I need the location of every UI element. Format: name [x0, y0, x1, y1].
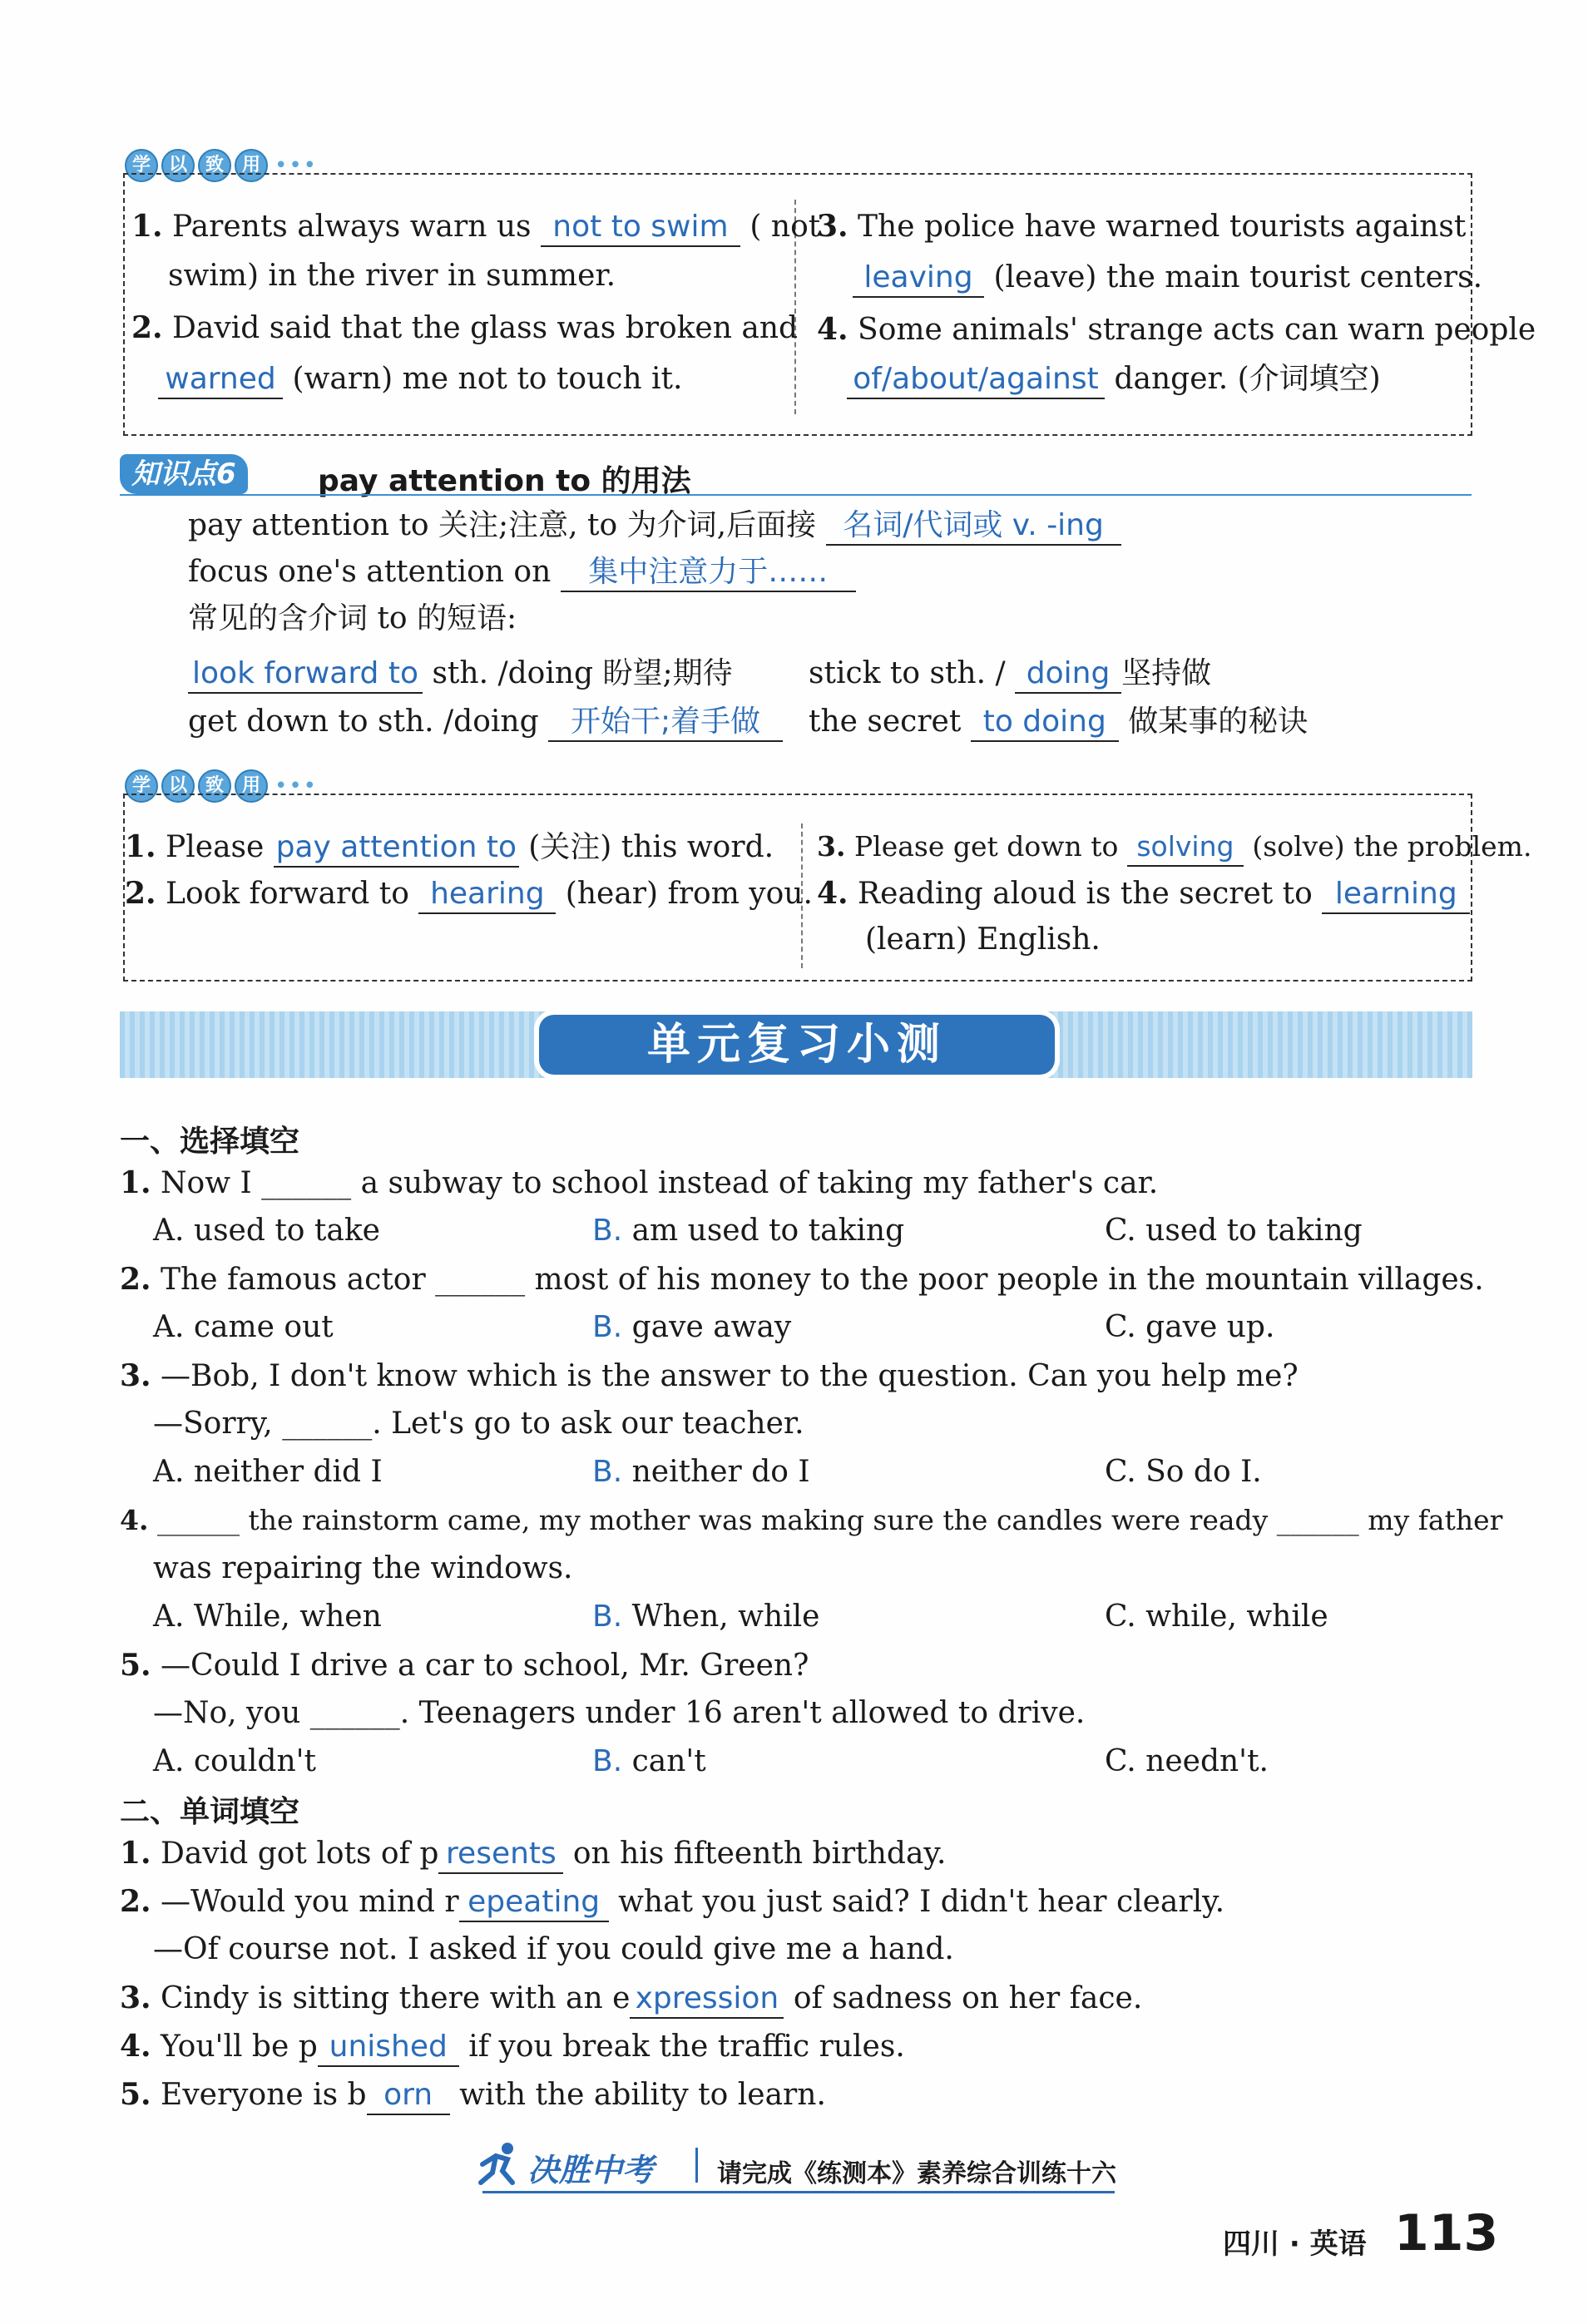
s2-q2-line2: —Of course not. I asked if you could give me a hand.	[153, 1932, 954, 1966]
option-text: am used to taking	[631, 1214, 905, 1248]
practice-badge-char: 致	[198, 149, 231, 182]
practice-badge-char: 致	[198, 769, 231, 803]
kp-text: 常见的含介词 to 的短语:	[188, 601, 517, 635]
practice-badge-char: 学	[125, 149, 158, 182]
kp-phrase1	[188, 655, 733, 694]
answer-blank	[418, 876, 556, 914]
s1-q3-option-a: A. neither did I	[153, 1455, 383, 1489]
page-region: 四川 · 英语	[1223, 2228, 1367, 2261]
q-text: Cindy is sitting there with an e	[161, 1981, 631, 2015]
q-text: swim) in the river in summer.	[168, 259, 616, 293]
answer-blank	[1015, 655, 1121, 694]
s1-q2-option-a: A. came out	[153, 1310, 334, 1344]
q-number: 4.	[817, 876, 848, 911]
q-number: 5.	[120, 1648, 151, 1683]
s1-q1-option-a: A. used to take	[153, 1214, 380, 1248]
p2-q2	[125, 875, 813, 914]
answer-blank	[826, 507, 1121, 546]
kp-line2	[188, 554, 856, 592]
kp-line1	[188, 507, 1121, 546]
q-number: 1.	[125, 829, 156, 864]
answer-blank	[367, 2077, 450, 2115]
q-number: 4.	[120, 2029, 151, 2064]
practice-badge-char: 以	[161, 769, 195, 803]
q-number: 3.	[817, 830, 846, 863]
kp-text: 做某事的秘诀	[1128, 705, 1308, 739]
q-number: 3.	[120, 1358, 151, 1393]
s2-q5	[120, 2076, 826, 2115]
answer-text: learning	[1334, 877, 1457, 911]
dots-decoration-icon: •••	[275, 153, 319, 178]
footer-divider	[695, 2148, 698, 2183]
answer-blank	[274, 829, 519, 868]
s1-q5-option-c: C. needn't.	[1105, 1744, 1269, 1778]
q-text: ( not	[749, 210, 821, 244]
q-number: 1.	[120, 1836, 151, 1871]
s1-q4-option-a: A. While, when	[153, 1600, 382, 1634]
q-text: Please get down to	[853, 830, 1119, 863]
q-number: 4.	[120, 1504, 149, 1536]
s1-q3-stem	[120, 1357, 1299, 1395]
answer-blank	[630, 1980, 784, 2019]
s1-q2-option-c: C. gave up.	[1105, 1310, 1275, 1344]
kp-phrase3	[188, 704, 783, 742]
q-text: Now I ______ a subway to school instead of taking my father's car.	[161, 1166, 1159, 1200]
s2-q4	[120, 2028, 905, 2067]
q-text: Everyone is b	[161, 2078, 367, 2112]
q-text: (hear) from you.	[565, 877, 813, 911]
s2-q2	[120, 1883, 1224, 1922]
option-letter: B.	[592, 1214, 623, 1248]
p2-q1	[125, 828, 774, 868]
s1-q2-stem	[120, 1261, 1484, 1298]
kp-text: 坚持做	[1121, 656, 1212, 690]
q-number: 1.	[131, 209, 163, 244]
p1-q4-line2	[847, 361, 1381, 399]
answer-blank	[188, 655, 423, 694]
q-text: The famous actor ______ most of his money to the poor people in the mountain villages.	[161, 1263, 1484, 1297]
q-number: 3.	[120, 1980, 151, 2015]
p1-q2-line2	[158, 361, 682, 399]
s1-q3-option-b	[592, 1454, 810, 1491]
footer-logo: 决胜中考	[527, 2152, 655, 2188]
answer-text: xpression	[635, 1981, 779, 2015]
answer-text: doing	[1026, 656, 1111, 690]
section2-heading: 二、单词填空	[120, 1795, 300, 1829]
answer-text: epeating	[467, 1885, 601, 1919]
answer-blank	[438, 1836, 563, 1874]
kp-phrase4	[809, 704, 1308, 742]
option-text: gave away	[631, 1310, 792, 1344]
q-text: —Could I drive a car to school, Mr. Green?	[161, 1649, 809, 1683]
kp-text: stick to sth. /	[809, 656, 1006, 690]
answer-text: 名词/代词或 v. -ing	[843, 508, 1104, 542]
s1-q3-stem2: —Sorry, ______. Let's go to ask our teacher.	[153, 1407, 804, 1441]
q-text: ______ the rainstorm came, my mother was making sure the candles were ready ______ my father	[156, 1504, 1503, 1536]
option-text: can't	[631, 1744, 706, 1778]
kp-text: sth. /doing 盼望;期待	[432, 656, 733, 690]
kp-text: get down to sth. /doing	[188, 705, 539, 739]
p1-q1-line1	[131, 208, 820, 247]
q-text: if you break the traffic rules.	[468, 2030, 905, 2064]
title-underline	[120, 494, 1472, 496]
q-text: You'll be p	[161, 2030, 318, 2064]
dots-decoration-icon: •••	[275, 774, 319, 799]
q-text: —Would you mind r	[161, 1885, 459, 1919]
answer-blank	[561, 554, 856, 592]
q-text: Reading aloud is the secret to	[858, 877, 1313, 911]
practice-badge-char: 用	[235, 769, 268, 803]
s1-q5-option-a: A. couldn't	[153, 1744, 317, 1778]
knowledge-point-tag: 知识点6	[120, 454, 248, 494]
answer-text: pay attention to	[275, 830, 517, 864]
q-text: The police have warned tourists against	[858, 210, 1467, 244]
p1-q3-line1	[817, 208, 1466, 245]
page-number: 113	[1394, 2204, 1499, 2262]
q-text: (关注) this word.	[528, 830, 774, 864]
s1-q1-option-c: C. used to taking	[1105, 1214, 1363, 1248]
q-number: 5.	[120, 2077, 151, 2112]
q-text: danger. (介词填空)	[1114, 362, 1381, 396]
s1-q5-option-b	[592, 1743, 706, 1780]
answer-text: to doing	[982, 705, 1106, 739]
q-number: 2.	[125, 876, 156, 911]
answer-blank	[318, 2029, 459, 2067]
s1-q5-stem2: —No, you ______. Teenagers under 16 aren't allowed to drive.	[153, 1696, 1086, 1730]
answer-blank	[541, 209, 740, 247]
answer-blank	[971, 704, 1119, 742]
q-text: Please	[166, 830, 265, 864]
q-number: 2.	[131, 310, 163, 345]
answer-blank	[847, 361, 1105, 399]
answer-blank	[1127, 828, 1244, 867]
footer-text: 请完成《练测本》素养综合训练十六	[717, 2159, 1116, 2188]
option-letter: B.	[592, 1744, 623, 1778]
s1-q4-stem	[120, 1502, 1502, 1539]
answer-text: resents	[446, 1837, 557, 1871]
answer-blank	[158, 361, 283, 399]
q-text: David said that the glass was broken and	[172, 311, 799, 345]
s1-q3-option-c: C. So do I.	[1105, 1455, 1262, 1489]
q-text: Some animals' strange acts can warn people	[858, 313, 1536, 347]
p2-q4-line1	[817, 875, 1470, 914]
q-text: Look forward to	[166, 877, 409, 911]
footer-underline	[482, 2191, 1115, 2193]
kp-text: pay attention to 关注;注意, to 为介词,后面接	[188, 508, 817, 542]
s1-q1-option-b	[592, 1213, 904, 1249]
answer-text: solving	[1136, 830, 1234, 863]
answer-blank	[459, 1884, 609, 1922]
kp-phrase2	[809, 655, 1211, 694]
kp-text: the secret	[809, 705, 962, 739]
kp-text: focus one's attention on	[188, 555, 552, 589]
answer-blank	[853, 260, 984, 298]
q-number: 1.	[120, 1165, 151, 1200]
answer-text: hearing	[430, 877, 545, 911]
q-text: on his fifteenth birthday.	[572, 1837, 947, 1871]
knowledge-point-title: pay attention to 的用法	[318, 464, 691, 498]
answer-text: look forward to	[192, 656, 418, 690]
q-text: what you just said? I didn't hear clearly.	[618, 1885, 1225, 1919]
answer-text: 集中注意力于……	[588, 555, 829, 589]
q-number: 4.	[817, 312, 848, 347]
s1-q4-option-b	[592, 1599, 820, 1635]
q-number: 3.	[817, 209, 848, 244]
s1-q4-stem2: was repairing the windows.	[153, 1551, 573, 1585]
option-letter: B.	[592, 1600, 623, 1634]
answer-text: unished	[329, 2030, 448, 2064]
q-text: (leave) the main tourist centers.	[993, 260, 1483, 294]
practice-badge-char: 以	[161, 149, 195, 182]
s2-q3	[120, 1980, 1142, 2019]
option-letter: B.	[592, 1310, 623, 1344]
answer-text: 开始干;着手做	[571, 705, 761, 739]
p1-q2-line1	[131, 309, 798, 347]
option-letter: B.	[592, 1455, 623, 1489]
p2-q3	[817, 828, 1531, 867]
section1-heading: 一、选择填空	[120, 1125, 300, 1159]
q-text: (learn) English.	[865, 922, 1101, 957]
answer-blank	[1322, 876, 1470, 914]
q-text: David got lots of p	[161, 1837, 439, 1871]
footer-runner-icon	[474, 2141, 524, 2191]
p1-q4-line1	[817, 311, 1536, 349]
option-text: When, while	[631, 1600, 820, 1634]
practice-badge-char: 学	[125, 769, 158, 803]
unit-review-title: 单元复习小测	[539, 1015, 1055, 1075]
p1-q1-line2	[168, 258, 616, 294]
q-number: 2.	[120, 1262, 151, 1297]
answer-text: not to swim	[552, 210, 729, 244]
answer-text: orn	[383, 2078, 433, 2112]
q-text: Parents always warn us	[172, 210, 532, 244]
practice-badge-char: 用	[235, 149, 268, 182]
q-number: 2.	[120, 1884, 151, 1919]
q-text: of sadness on her face.	[793, 1981, 1143, 2015]
q-text: (warn) me not to touch it.	[292, 362, 683, 396]
s1-q4-option-c: C. while, while	[1105, 1600, 1328, 1634]
answer-text: warned	[165, 362, 276, 396]
s2-q1	[120, 1835, 946, 1874]
answer-text: leaving	[863, 260, 973, 294]
option-text: neither do I	[631, 1455, 810, 1489]
kp-line3	[188, 601, 517, 637]
s1-q1-stem	[120, 1164, 1158, 1202]
q-text: —Bob, I don't know which is the answer to the question. Can you help me?	[161, 1359, 1299, 1393]
s1-q2-option-b	[592, 1309, 791, 1346]
q-text: with the ability to learn.	[459, 2078, 826, 2112]
q-text: (solve) the problem.	[1252, 830, 1532, 863]
p1-q3-line2	[853, 260, 1482, 298]
s1-q5-stem	[120, 1647, 809, 1684]
answer-text: of/about/against	[853, 362, 1099, 396]
answer-blank	[548, 704, 783, 742]
p2-q4-line2	[865, 922, 1101, 958]
